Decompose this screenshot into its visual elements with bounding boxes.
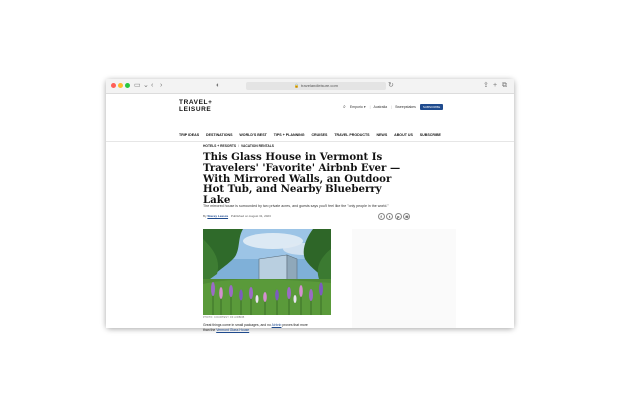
header-link-emporio[interactable]: Emporio ▾ (349, 104, 366, 109)
pinterest-icon[interactable]: p (395, 213, 402, 220)
sidebar-toggle-icon[interactable]: ▭ (134, 82, 141, 89)
nav-trip-ideas[interactable]: TRIP IDEAS (179, 133, 200, 137)
nav-subscribe[interactable]: SUBSCRIBE (419, 133, 441, 137)
email-icon[interactable]: ✉ (403, 213, 410, 220)
chevron-down-icon[interactable]: ⌄ (143, 82, 149, 89)
header-utility-links (343, 103, 443, 110)
article-headline: This Glass House in Vermont Is Travelers' 'Favorite' Airbnb Ever — With Mirrored Walls, an Outdoor Hot Tub, and Nearby Blueberry Lake (203, 151, 401, 207)
breadcrumb-separator: / (238, 144, 239, 148)
tab-overview-icon[interactable]: ⧉ (502, 82, 507, 89)
sidebar-ad-area (352, 229, 456, 328)
web-page (106, 94, 514, 332)
url-text: travelandleisure.com (301, 83, 338, 88)
nav-worlds-best[interactable]: WORLD'S BEST (239, 133, 267, 137)
article-dek: The mirrored house is surrounded by two private acres, and guests says you'll feel like the "only people in the world." (203, 204, 389, 208)
header-link-australia[interactable]: Australia (373, 104, 388, 109)
logo-line-1: TRAVEL+ (179, 99, 213, 106)
body-text-segment: proves that more (281, 323, 308, 327)
share-icon[interactable]: ⇪ (483, 82, 489, 89)
byline-prefix: By (203, 214, 207, 218)
new-tab-icon[interactable]: + (493, 82, 498, 89)
breadcrumb-vacation-rentals[interactable]: VACATION RENTALS (241, 144, 274, 148)
nav-divider (106, 141, 514, 142)
article-photo (203, 229, 331, 315)
site-logo[interactable] (179, 100, 213, 113)
zoom-window-button[interactable] (125, 83, 130, 88)
reload-icon[interactable]: ↻ (388, 82, 394, 89)
facebook-icon[interactable]: f (378, 213, 385, 220)
breadcrumb (203, 144, 274, 148)
body-text-segment: than the (203, 328, 217, 332)
address-bar[interactable] (246, 82, 386, 90)
header-link-sweepstakes[interactable]: Sweepstakes (395, 104, 416, 109)
nav-tips-planning[interactable]: TIPS + PLANNING (273, 133, 305, 137)
article-byline (203, 214, 271, 218)
body-text-segment: Great things come in small packages, and no (203, 323, 272, 327)
nav-travel-products[interactable]: TRAVEL PRODUCTS (334, 133, 370, 137)
back-icon[interactable]: ‹ (151, 82, 154, 89)
close-window-button[interactable] (111, 83, 116, 88)
search-icon[interactable]: ⌕ (343, 103, 346, 110)
nav-destinations[interactable]: DESTINATIONS (206, 133, 233, 137)
logo-line-2: LEISURE (179, 105, 212, 113)
nav-about-us[interactable]: ABOUT US (394, 133, 413, 137)
author-link[interactable]: Stacey Leasca (207, 214, 229, 218)
privacy-shield-icon[interactable]: ◐ (216, 82, 221, 89)
body-line-2 (203, 328, 308, 333)
subscribe-button[interactable]: SUBSCRIBE (420, 104, 443, 110)
nav-news[interactable]: NEWS (376, 133, 388, 137)
photo-caption: PHOTO: COURTESY OF AIRBNB (203, 316, 245, 319)
airbnb-link[interactable]: Airbnb (271, 323, 282, 327)
minimize-window-button[interactable] (118, 83, 123, 88)
browser-toolbar (106, 79, 514, 94)
forward-icon[interactable]: › (160, 82, 163, 89)
lock-icon: 🔒 (294, 83, 300, 88)
header-divider: | (369, 104, 371, 109)
breadcrumb-hotels-resorts[interactable]: HOTELS + RESORTS (203, 144, 237, 148)
header-divider: | (391, 104, 393, 109)
article-body (203, 323, 308, 333)
main-nav (179, 131, 441, 139)
nav-cruises[interactable]: CRUISES (311, 133, 328, 137)
browser-window (106, 79, 514, 332)
twitter-icon[interactable]: t (386, 213, 393, 220)
vermont-glass-house-link[interactable]: Vermont Glass House (216, 328, 250, 332)
share-buttons (376, 213, 410, 220)
published-date: Published on August 31, 2023 (230, 214, 271, 218)
